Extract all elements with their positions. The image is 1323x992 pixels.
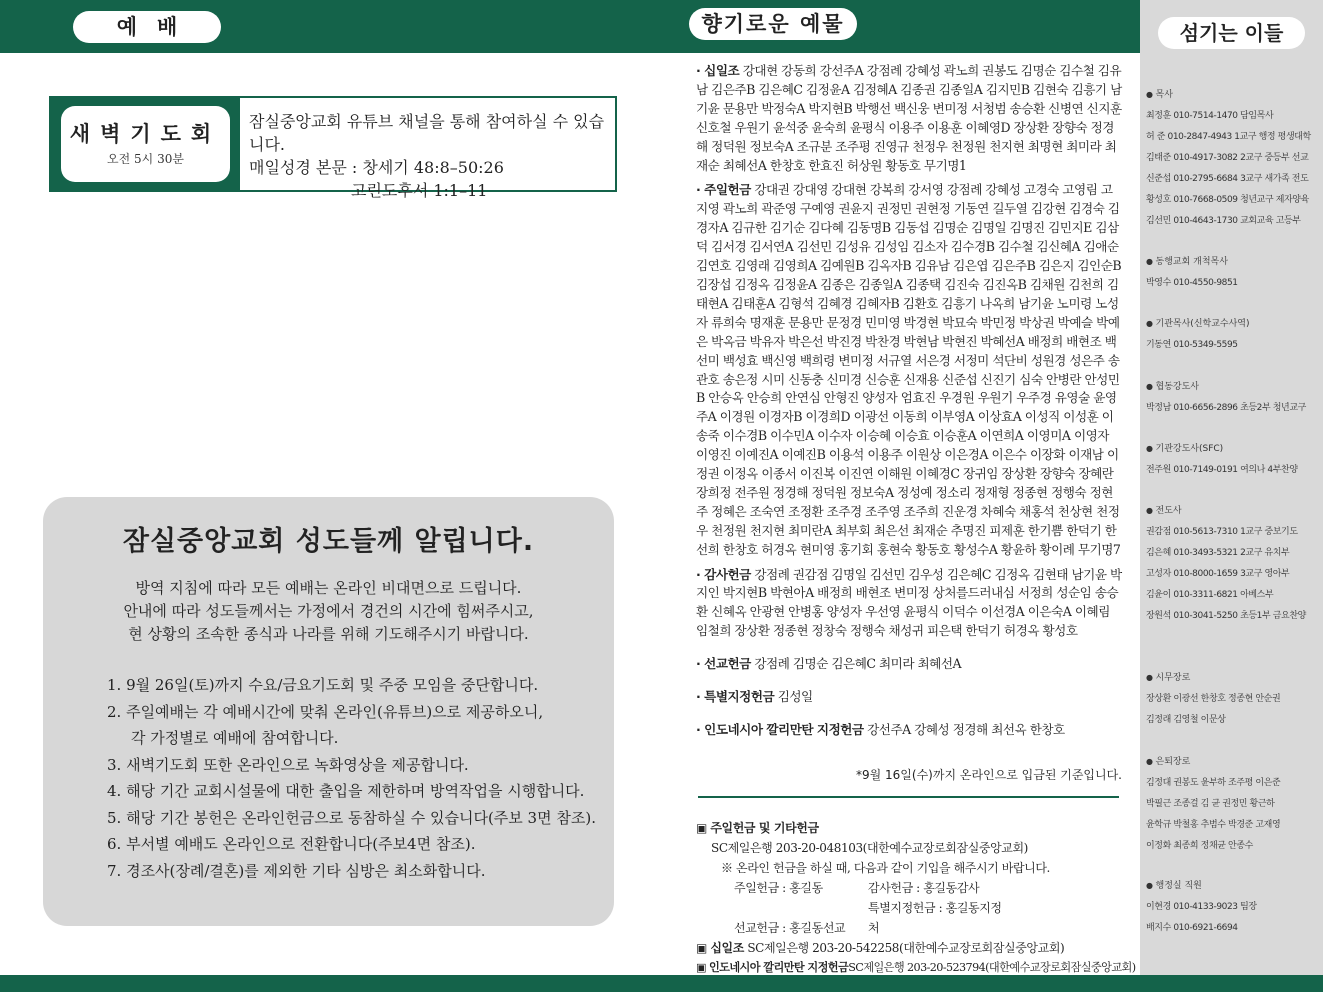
- offering-section-title: 향기로운 예물: [689, 8, 857, 40]
- staff-group-assoc-evangelist: [1146, 379, 1321, 419]
- dawn-prayer-info: [249, 110, 609, 202]
- staff-group-title: ● 협동강도사: [1146, 379, 1321, 392]
- account-head-tithe: ▣ 십일조: [696, 941, 744, 955]
- staff-line: 기동연 010-5349-5595: [1146, 340, 1238, 350]
- account-head-indonesia: ▣ 인도네시아 깔리만탄 지정헌금: [696, 961, 848, 974]
- offering-list: [696, 62, 1124, 754]
- staff-line: 김윤이 010-3311-6821 아베스부: [1146, 590, 1274, 600]
- staff-line: 배지수 010-6921-6694: [1146, 923, 1238, 933]
- staff-group-title: ● 기관목사(신학교수사역): [1146, 316, 1321, 329]
- offering-names: 강대현 강동희 강선주A 강점례 강혜성 곽노희 권봉도 김명순 김수철 김유남 김은주B 김은혜C 김정윤A 김정혜A 김종권 김종일A 김지민B 김현숙 김흥기 남기윤 문용만 박정숙A 박지현B 박행선 백신웅 변미정 서청범 송승환 신병연 신지훈 신호철 우원기 윤석중 윤숙희 윤평식 이용주 이용훈 이혜영D 장상환 장향숙 정경해 정덕원 정보숙A 조규분 조주평 진영규 천정우 천정원 천지현 최명현 최미라 최재순 최혜선A 한창호 한효진 허상원 황동호 무기명1: [696, 63, 1122, 173]
- account-example: 주일헌금 : 홍길동: [734, 881, 823, 895]
- divider: [698, 796, 1119, 798]
- staff-group-title: ● 동행교회 개척목사: [1146, 254, 1321, 267]
- staff-group-title: ● 은퇴장로: [1146, 754, 1321, 767]
- notice-intro-line: 방역 지침에 따라 모든 예배는 온라인 비대면으로 드립니다.: [135, 579, 522, 597]
- account-example: 특별지정헌금 : 홍길동지정처: [868, 901, 1002, 935]
- offering-names: 강선주A 강혜성 정경해 최선옥 한창호: [867, 722, 1065, 737]
- staff-group-title: ● 목사: [1146, 87, 1321, 100]
- staff-line: 박영수 010-4550-9851: [1146, 278, 1238, 288]
- notice-item: 4. 해당 기간 교회시설물에 대한 출입을 제한하며 방역작업을 시행합니다.: [107, 782, 585, 800]
- account-number-indonesia: SC제일은행 203-20-523794(대한예수교장로회잠실중앙교회): [848, 961, 1136, 974]
- offering-label: · 주일헌금: [696, 182, 751, 197]
- church-notice-box: [43, 497, 614, 926]
- notice-item: 5. 해당 기간 봉헌은 온라인헌금으로 동참하실 수 있습니다(주보 3면 참조).: [107, 808, 596, 827]
- offering-label: · 특별지정헌금: [696, 689, 774, 704]
- deadline-note: *9월 16일(수)까지 온라인으로 입금된 기준입니다.: [856, 768, 1122, 782]
- staff-line: 이현경 010-4133-9023 팀장: [1146, 902, 1257, 912]
- account-example: 선교헌금 : 홍길동선교: [734, 921, 846, 935]
- bank-accounts: [696, 818, 1136, 978]
- notice-item: 각 가정별로 예배에 참여합니다.: [131, 729, 339, 747]
- staff-group-evangelists: [1146, 503, 1321, 627]
- staff-line: 전주원 010-7149-0191 여의나 4부찬양: [1146, 465, 1298, 475]
- account-example-row: [696, 898, 1126, 938]
- staff-line: 윤학규 박철홍 추범수 박경준 고재영: [1146, 820, 1281, 830]
- staff-line: 김은혜 010-3493-5321 2교구 유치부: [1146, 548, 1290, 558]
- offering-label: · 인도네시아 깔리만탄 지정헌금: [696, 722, 864, 737]
- offering-names: 강점례 권감점 김명일 김선민 김우성 김은혜C 김정옥 김현태 남기윤 박지인 박지현B 박현아A 배정희 배현조 변미정 상처를드러내심 서정희 성순임 송승환 신혜옥 안광현 안병홍 양성자 우선영 윤평식 이덕수 이선경A 이은숙A 이혜림 임철희 장상환 정종현 정창숙 정행숙 채성귀 피은택 한덕기 허경옥 황성호: [696, 566, 1122, 639]
- notice-list: [107, 672, 607, 884]
- offering-thanks: [696, 566, 1124, 642]
- dawn-prayer-box: [49, 96, 617, 200]
- notice-item: 6. 부서별 예배도 온라인으로 전환합니다(주보4면 참조).: [107, 835, 476, 853]
- staff-group-title: ● 행정실 직원: [1146, 878, 1321, 891]
- account-number-tithe: SC제일은행 203-20-542258(대한예수교장로회잠실중앙교회): [747, 941, 1065, 955]
- staff-line: 김선민 010-4643-1730 교회교육 고등부: [1146, 216, 1301, 226]
- offering-label: · 선교헌금: [696, 656, 751, 671]
- staff-line: 김태준 010-4917-3082 2교구 중등부 선교: [1146, 153, 1309, 163]
- dawn-scripture-line-2: 고린도후서 1:1–11: [351, 181, 488, 200]
- account-number-sunday: SC제일은행 203-20-048103(대한예수교장로회잠실중앙교회): [711, 841, 1028, 855]
- dawn-prayer-label: [61, 106, 230, 182]
- staff-group-elders: [1146, 670, 1321, 731]
- account-example: 감사헌금 : 홍길동감사: [868, 881, 980, 895]
- dawn-scripture-line: 매일성경 본문 : 창세기 48:8–50:26: [249, 158, 504, 177]
- staff-line: 이정화 최종희 정채균 안종수: [1146, 841, 1253, 851]
- staff-group-pastors: [1146, 87, 1321, 232]
- notice-item: 2. 주일예배는 각 예배시간에 맞춰 온라인(유튜브)으로 제공하오니,: [107, 702, 544, 721]
- account-indonesia-row: [696, 958, 1136, 978]
- staff-group-title: ● 시무장로: [1146, 670, 1321, 683]
- staff-line: 김정대 권봉도 윤부하 조주평 이은준: [1146, 778, 1281, 788]
- staff-line: 최정훈 010-7514-1470 담임목사: [1146, 111, 1274, 121]
- staff-group-planting: [1146, 254, 1321, 294]
- staff-group-sfc: [1146, 441, 1321, 481]
- offering-label: · 십일조: [696, 63, 739, 78]
- dawn-youtube-line: 잠실중앙교회 유튜브 채널을 통해 참여하실 수 있습니다.: [249, 112, 605, 154]
- staff-line: 장상환 이광선 한창호 정종현 안순권: [1146, 694, 1281, 704]
- offering-label: · 감사헌금: [696, 567, 751, 582]
- staff-group-retired-elders: [1146, 754, 1321, 857]
- account-tithe-row: [696, 938, 1126, 958]
- dawn-prayer-label-panel: [51, 98, 240, 190]
- notice-item: 7. 경조사(장례/결혼)를 제외한 기타 심방은 최소화합니다.: [107, 861, 486, 880]
- notice-item: 3. 새벽기도회 또한 온라인으로 녹화영상을 제공합니다.: [107, 755, 469, 774]
- staff-line: 신준섭 010-2795-6684 3교구 새가족 전도: [1146, 174, 1309, 184]
- staff-line: 장원석 010-3041-5250 초등1부 금요찬양: [1146, 611, 1306, 621]
- staff-group-institution: [1146, 316, 1321, 356]
- staff-line: 고성자 010-8000-1659 3교구 영아부: [1146, 569, 1290, 579]
- offering-names: 김성일: [777, 689, 813, 705]
- staff-line: 박정남 010-6656-2896 초등2부 청년교구: [1146, 403, 1306, 413]
- staff-group-office: [1146, 878, 1321, 939]
- staff-line: 황성호 010-7668-0509 청년교구 제자양육: [1146, 195, 1309, 205]
- staff-group-title: ● 전도사: [1146, 503, 1321, 516]
- notice-intro-line: 안내에 따라 성도들께서는 가정에서 경건의 시간에 힘써주시고,: [123, 602, 534, 620]
- offering-special: [696, 688, 1124, 707]
- dawn-prayer-title: 새벽기도회: [69, 122, 222, 146]
- notice-title: 잠실중앙교회 성도들께 알립니다.: [122, 526, 535, 557]
- offering-names: 강점례 김명순 김은혜C 최미라 최혜선A: [754, 656, 962, 672]
- dawn-prayer-time: 오전 5시 30분: [107, 152, 184, 166]
- notice-intro-line: 현 상황의 조속한 종식과 나라를 위해 기도해주시기 바랍니다.: [128, 625, 529, 643]
- offering-names: 강대권 강대영 강대현 강복희 강서영 강점례 강혜성 고경숙 고영림 고지영 곽노희 곽준영 구예영 권윤지 권정민 권현정 기동연 길두열 김강현 김경숙 김경자A 김규한 김기순 김다혜 김동명B 김동섭 김명순 김명일 김명진 김민지E 김삼덕 김서경 김서연A 김선민 김성유 김성임 김소자 김수경B 김수철 김신혜A 김애순 김연호 김영래 김영희A 김예원B 김옥자B 김유남 김은엽 김은주B 김은지 김인순B 김장섭 김정옥 김정윤A 김종은 김종일A 김종택 김진숙 김진옥B 김채원 김천희 김태현A 김태훈A 김형석 김혜경 김혜자B 김환호 김흥기 나옥희 남기윤 노미령 노성자 류희숙 명재훈 문용만 문정경 민미영 박경현 박묘숙 박민정 박상권 박예슬 박예은 박옥금 박유자 박은선 박진경 박찬경 박현남 박현진 박혜선A 배정희 배현조 백선미 백성효 백신영 백희령 변미정 서규열 서은경 서정미 석단비 성원경 성은주 송관호 송은정 시미 신동충 신미경 신승훈 신재용 신준섭 신진기 심숙 안병란 안성민B 안승옥 안승희 안연심 안형진 양성자 엄효진 우경원 우원기 우주경 유영술 윤영주A 이경원 이경자B 이경희D 이광선 이동희 이부영A 이상효A 이성직 이성훈 이송죽 이수경B 이수민A 이수자 이승혜 이승효 이승훈A 이연희A 이영미A 이영자 이영진 이예진A 이예진B 이용석 이용주 이원상 이은경A 이은수 이장화 이재남 이정권 이정옥 이종서 이진복 이진연 이해원 이혜경C 장귀임 장상환 장향숙 장혜란 장희정 전주원 정경해 정덕원 정보숙A 정성예 정소리 정재형 정종현 정행숙 정현주 정혜은 조숙연 조정환 조주경 조주영 조주희 진운경 차혜숙 채홍석 천상현 천정우 천정원 천지현 최미란A 최부회 최은선 최재순 추명진 피제훈 한기쁨 한덕기 한선희 한창호 허경옥 현미영 홍기회 홍현숙 황동호 황성수A 황윤하 황이례 무기명7: [696, 182, 1122, 557]
- offering-sunday: [696, 181, 1124, 559]
- worship-section-title: 예배: [73, 11, 221, 43]
- staff-group-title: ● 기관강도사(SFC): [1146, 441, 1321, 454]
- staff-line: 권감점 010-5613-7310 1교구 중보기도: [1146, 527, 1298, 537]
- account-note: ※ 온라인 헌금을 하실 때, 다음과 같이 기입을 해주시기 바랍니다.: [721, 861, 1050, 875]
- servers-section-title: 섬기는 이들: [1158, 17, 1305, 49]
- account-head-sunday: ▣ 주일헌금 및 기타헌금: [696, 818, 1126, 838]
- offering-indonesia: [696, 721, 1124, 740]
- staff-line: 박필근 조종걸 김 균 권정민 황근하: [1146, 799, 1275, 809]
- notice-intro: [43, 577, 614, 646]
- staff-line: 김정래 김영철 이문상: [1146, 715, 1226, 725]
- account-example-row: [696, 878, 1126, 898]
- notice-item: 1. 9월 26일(토)까지 수요/금요기도회 및 주중 모임을 중단합니다.: [107, 676, 539, 694]
- staff-line: 허 준 010-2847-4943 1교구 행정 평생대학: [1146, 132, 1311, 142]
- offering-tithe: [696, 62, 1124, 175]
- offering-mission: [696, 655, 1124, 674]
